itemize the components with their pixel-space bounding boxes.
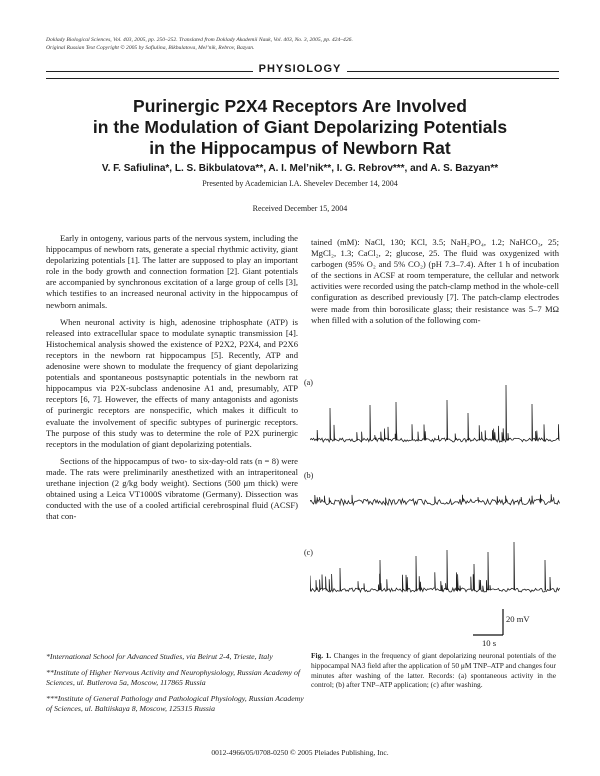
affiliation-2: **Institute of Higher Nervous Activity and Neurophysiology, Russian Academy of Sciences, ul. Butlerova 5a, Moscow, 117865 Russia — [46, 668, 301, 687]
title-line-2: in the Modulation of Giant Depolarizing Potentials — [92, 117, 508, 137]
section-rule-bottom — [46, 78, 559, 79]
caption-text: Changes in the frequency of giant depolarizing neuronal potentials of the hippocampal NA3 field after the application of 50 μM TNP–ATP and changes four minutes after washing of the latter. Records: (a) spontaneous activity in the control; (b) after TNP–ATP application; (c) after washing. — [311, 651, 556, 690]
figure-caption — [311, 651, 556, 690]
received-date: Received December 15, 2004 — [252, 204, 348, 213]
right-column — [311, 237, 559, 326]
paragraph-2: When neuronal activity is high, adenosine triphosphate (ATP) is released into extracellular space to modulate synaptic transmission [4]. Histochemical analysis showed the existence of P2X2, P2X4, and P2X6 receptors in the newborn rat hippocampus [5]. Recently, ATP and adenosine were shown to modulate the frequency of giant depolarizing potentials and spontaneous postsynaptic potentials in the newborn rat hippocampus via P2X-subclass andenosine A1 and, presumably, ATP receptors [6, 7]. However, the effects of many antagonists and agonists of purinergic receptors are nonspecific, which makes it difficult to evaluate the involvement of specific subtypes of purinergic receptors. The purpose of this study was to determine the role of P2X purinergic receptors in the modulation of giant depolarizing potentials. — [46, 316, 298, 449]
section-heading-text: PHYSIOLOGY — [253, 63, 348, 75]
paragraph-1: Early in ontogeny, various parts of the nervous system, including the hippocampus of newborn rats, generate a special rhythmic activity, giant depolarizing potentials [1]. The latter are supposed to play an important role in the body growth and connection formation [2]. Giant potentials are accompanied by synchronous excitation of a large group of cells [3], which testifies to an increased neuronal activity in the hippocampus of newborn animals. — [46, 233, 298, 310]
scale-voltage-label: 20 mV — [506, 614, 530, 624]
figure-traces — [310, 380, 560, 645]
trace-c — [310, 542, 560, 592]
header-line-1: Doklady Biological Sciences, Vol. 403, 2005, pp. 250–252. Translated from Doklady Akademii Nauk, Vol. 403, No. 3, 2005, pp. 424–426. — [46, 37, 353, 43]
title-line-1: Purinergic P2X4 Receptors Are Involved — [133, 96, 467, 116]
paragraph-3: Sections of the hippocampus of two- to six-day-old rats (n = 8) were made. The rats were preliminarily anesthetized with an intraperitoneal urethane injection (2 g/kg body weight). Sections (500 μm thick) were obtained using a Leica VT1000S vibratome (Germany). Dissection was conducted with the use of a cooled artificial cerebrospinal fluid (ACSF) that con- — [46, 455, 298, 522]
presented-by: Presented by Academician I.A. Shevelev December 14, 2004 — [202, 179, 398, 188]
affiliation-1: *International School for Advanced Studies, via Beirut 2-4, Trieste, Italy — [46, 652, 273, 661]
affiliation-3: ***Institute of General Pathology and Pathological Physiology, Russian Academy of Sciences, ul. Baltiiskaya 8, Moscow, 125315 Russia — [46, 694, 304, 713]
running-header — [46, 36, 556, 52]
trace-a — [310, 385, 560, 442]
header-line-2: Original Russian Text Copyright © 2005 by Safiulina, Bikbulatova, Mel’nik, Rebrov, Bazyan. — [46, 45, 255, 51]
affiliations — [46, 652, 306, 720]
paragraph-4: tained (mM): NaCl, 130; KCl, 3.5; NaH₂PO₄, 1.2; NaHCO₃, 25; MgCl₂, 1.3; CaCl₂, 2; glucose, 25. The fluid was oxygenized with carbogen (95% O₂ and 5% CO₂) (pH 7.3–7.4). After 1 h of incubation of the sections in ACSF at room temperature, the cellular and network activities were recorded using the patch-clamp method in the whole-cell configuration as described previously [7]. The patch-clamp electrodes were made from thin borosilicate glass; their resistance was 5–7 MΩ when filled with a solution of the following com- — [311, 237, 559, 325]
trace-b — [310, 494, 560, 505]
trace-label-a: (a) — [304, 378, 313, 387]
trace-label-b: (b) — [304, 471, 314, 480]
title-line-3: in the Hippocampus of Newborn Rat — [149, 138, 451, 158]
footer-copyright: 0012-4966/05/0708-0250 © 2005 Pleiades Publishing, Inc. — [211, 748, 389, 757]
scale-time-label: 10 s — [482, 638, 497, 648]
caption-label: Fig. 1. — [311, 651, 332, 660]
article-title — [40, 96, 560, 159]
trace-label-c: (c) — [304, 548, 313, 557]
section-heading — [0, 63, 600, 75]
authors: V. F. Safiulina*, L. S. Bikbulatova**, A. I. Mel’nik**, I. G. Rebrov***, and A. S. Bazyan** — [101, 163, 499, 174]
left-column — [46, 233, 298, 522]
